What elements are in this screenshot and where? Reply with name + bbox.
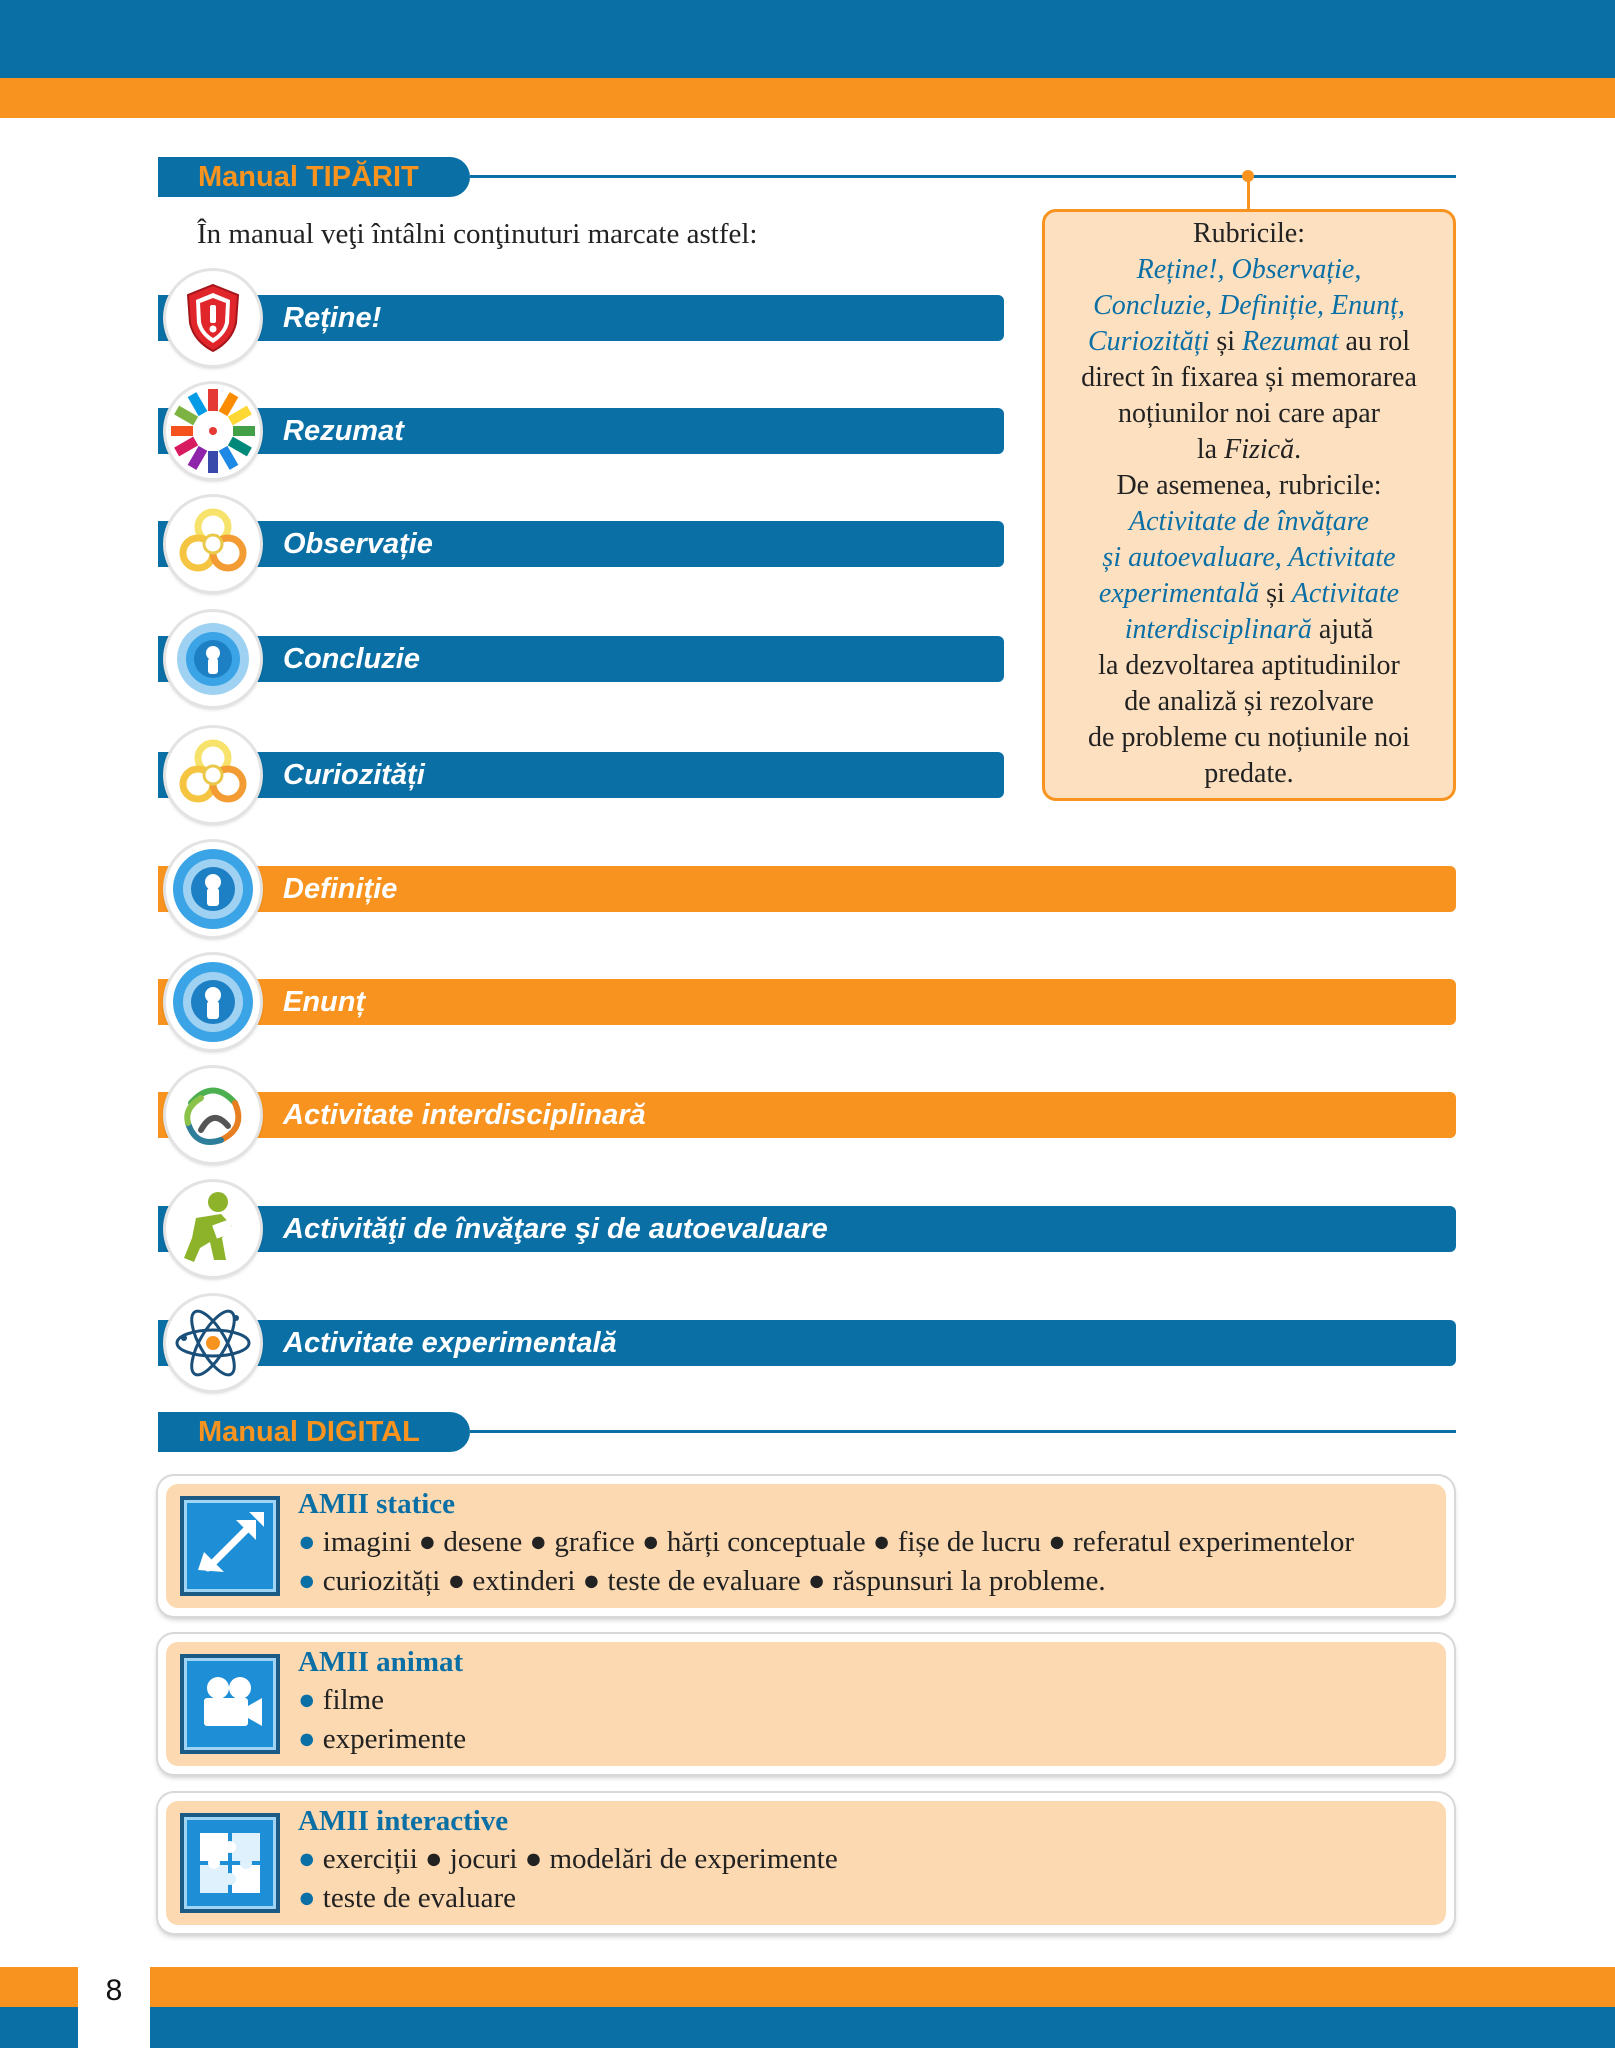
amii-card-animated — [158, 1634, 1454, 1774]
rubric-label: Rezumat — [283, 415, 404, 447]
amii-title: AMII statice — [298, 1488, 456, 1520]
amii-line: ● experimente — [298, 1723, 467, 1755]
shield-alert-icon — [166, 271, 260, 365]
info-line: experimentală și Activitate — [1098, 578, 1400, 609]
header-band-orange — [0, 78, 1615, 118]
amii-line: ● curiozități ● extinderi ● teste de evaluare ● răspunsuri la probleme. — [298, 1565, 1106, 1597]
rubric-label: Enunț — [283, 986, 366, 1018]
section-rule-print — [470, 175, 1456, 178]
amii-line: ● teste de evaluare — [298, 1882, 516, 1914]
keyhole-icon — [166, 842, 260, 936]
color-wheel-icon — [166, 384, 260, 478]
knot-icon — [166, 1068, 260, 1162]
amii-title: AMII interactive — [298, 1805, 509, 1837]
rubric-label: Concluzie — [283, 643, 420, 675]
info-line: la Fizică. — [1196, 434, 1302, 465]
rubric-bar-invatare — [158, 1206, 1456, 1252]
biohazard-icon — [166, 728, 260, 822]
info-line: noțiunilor noi care apar — [1117, 398, 1380, 429]
header-band-blue — [0, 0, 1615, 78]
rubric-bar-interdisciplinara — [158, 1092, 1456, 1138]
rubric-bar-rezumat — [158, 408, 1004, 454]
info-line: De asemenea, rubricile: — [1116, 470, 1382, 501]
rubric-label: Reține! — [283, 302, 382, 334]
info-line: Concluzie, Definiție, Enunț, — [1093, 290, 1405, 321]
info-line: Rubricile: — [1193, 218, 1305, 249]
amii-title: AMII animat — [298, 1646, 464, 1678]
info-line: interdisciplinară ajută — [1124, 614, 1374, 645]
amii-line: ● exerciții ● jocuri ● modelări de experimente — [298, 1843, 838, 1875]
amii-line: ● imagini ● desene ● grafice ● hărți conceptuale ● fișe de lucru ● referatul experimentelor — [298, 1526, 1355, 1558]
info-line: direct în fixarea și memorarea — [1081, 362, 1417, 393]
info-line: Reține!, Observație, — [1136, 254, 1362, 285]
keyhole-icon — [166, 955, 260, 1049]
footer-band-orange — [0, 1967, 1615, 2007]
info-line: de analiză și rezolvare — [1124, 686, 1374, 717]
rubric-bar-observatie — [158, 521, 1004, 567]
info-line: Activitate de învățare — [1129, 506, 1369, 537]
rubric-label: Observație — [283, 528, 433, 560]
intro-text: În manual veţi întâlni conţinuturi marcate astfel: — [197, 218, 758, 250]
rubric-bar-experimentala — [158, 1320, 1456, 1366]
rubric-bar-enunt — [158, 979, 1456, 1025]
section-title-digital: Manual DIGITAL — [158, 1412, 470, 1452]
rubric-bar-retine — [158, 295, 1004, 341]
rubric-label: Definiție — [283, 873, 398, 905]
footer-band-blue — [0, 2007, 1615, 2048]
rubric-label: Activitate interdisciplinară — [283, 1099, 646, 1131]
rubrics-info-box — [1042, 209, 1456, 801]
rubric-bar-definitie — [158, 866, 1456, 912]
info-line: la dezvoltarea aptitudinilor — [1098, 650, 1400, 681]
biohazard-icon — [166, 497, 260, 591]
rubric-bar-concluzie — [158, 636, 1004, 682]
rubric-label: Activităţi de învăţare şi de autoevaluare — [283, 1213, 828, 1245]
puzzle-icon — [180, 1813, 280, 1913]
info-line: de probleme cu noțiunile noi — [1088, 722, 1410, 753]
rubric-label: Curiozități — [283, 759, 425, 791]
connector-line — [1247, 175, 1250, 210]
amii-card-static — [158, 1476, 1454, 1616]
info-line: Curiozități și Rezumat au rol — [1087, 326, 1411, 357]
rubric-label: Activitate experimentală — [283, 1327, 617, 1359]
amii-line: ● filme — [298, 1684, 384, 1716]
keyhole-icon — [166, 612, 260, 706]
expand-arrows-icon — [180, 1496, 280, 1596]
atom-icon — [166, 1296, 260, 1390]
video-camera-icon — [180, 1654, 280, 1754]
section-title-print: Manual TIPĂRIT — [158, 157, 470, 197]
reader-icon — [166, 1182, 260, 1276]
rubric-bar-curiozitati — [158, 752, 1004, 798]
info-line: și autoevaluare, Activitate — [1102, 542, 1396, 573]
info-line: predate. — [1204, 758, 1294, 789]
amii-card-interactive — [158, 1793, 1454, 1933]
page-number: 8 — [105, 1974, 123, 2007]
section-rule-digital — [470, 1430, 1456, 1433]
